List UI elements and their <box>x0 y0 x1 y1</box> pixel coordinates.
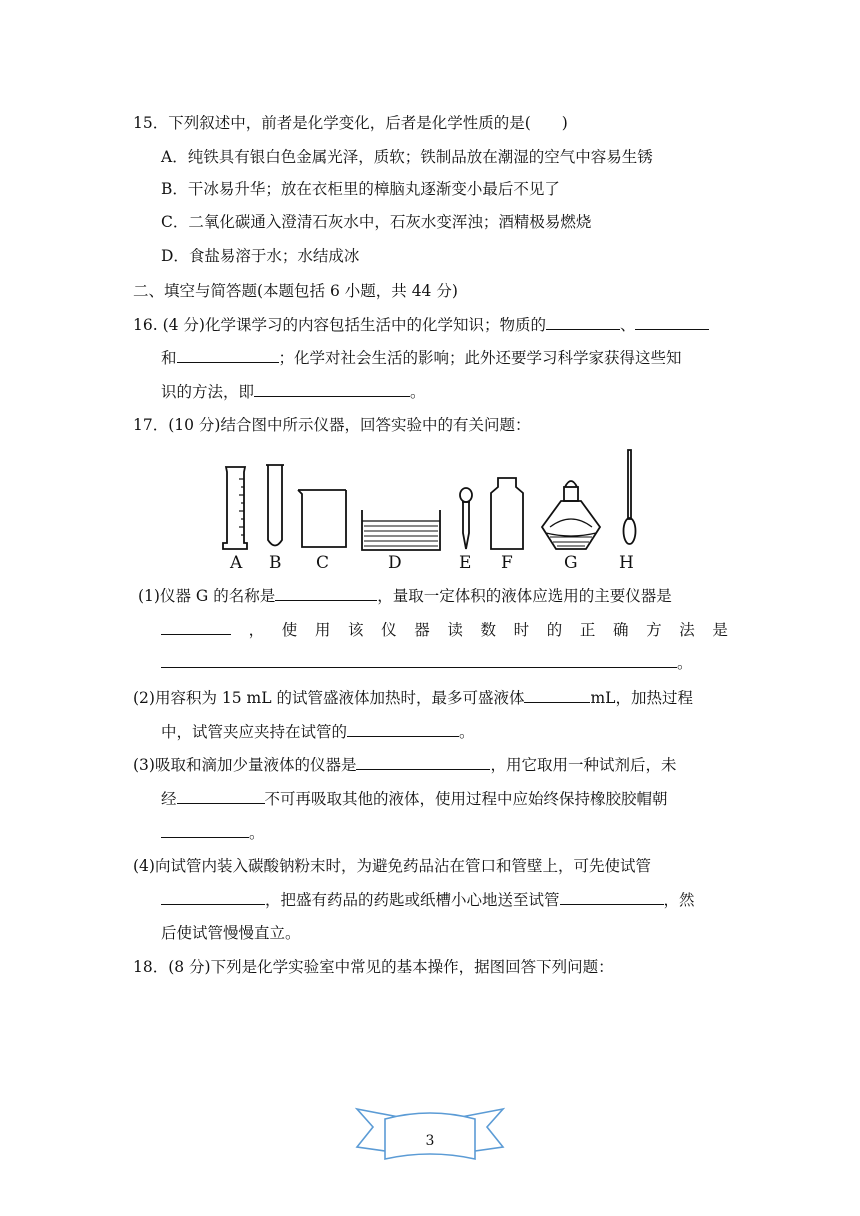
q17-text: 方 <box>646 621 662 639</box>
answer-blank[interactable] <box>254 381 410 397</box>
q17-text: (3)吸取和滴加少量液体的仪器是 <box>133 756 357 774</box>
alcohol-lamp-icon <box>542 481 600 549</box>
q16-line-1 <box>133 314 709 336</box>
answer-blank[interactable] <box>635 314 709 330</box>
q17-3-line-2 <box>161 788 668 810</box>
instrument-label-f: F <box>501 553 513 573</box>
q17-text: mL，加热过程 <box>590 689 693 707</box>
q17-text: ， <box>248 621 265 639</box>
q16-text: ；化学对社会生活的影响；此外还要学习科学家获得这些知 <box>278 349 682 367</box>
instrument-label-e: E <box>459 553 472 573</box>
beaker-icon <box>298 490 346 547</box>
answer-blank[interactable] <box>177 347 279 363</box>
instrument-label-b: B <box>269 553 282 573</box>
answer-blank[interactable] <box>161 822 249 838</box>
q15-option-b: B．干冰易升华；放在衣柜里的樟脑丸逐渐变小最后不见了 <box>161 180 560 198</box>
q17-1-line-1 <box>138 585 672 607</box>
answer-blank[interactable] <box>560 889 664 905</box>
q17-text: 使 <box>281 621 298 639</box>
water-trough-icon <box>362 510 440 550</box>
q17-text: 正 <box>579 621 596 639</box>
answer-blank[interactable] <box>161 652 677 668</box>
q17-4-line-2 <box>161 889 695 911</box>
q17-text: 不可再吸取其他的液体，使用过程中应始终保持橡胶胶帽朝 <box>264 790 668 808</box>
q17-text: (2)用容积为 15 mL 的试管盛液体加热时，最多可盛液体 <box>133 689 525 707</box>
q17-text: 器 <box>414 621 430 639</box>
q15-option-c: C．二氧化碳通入澄清石灰水中，石灰水变浑浊；酒精极易燃烧 <box>161 213 592 231</box>
q16-line-3 <box>161 381 426 403</box>
q17-text: 经 <box>161 790 177 808</box>
q17-text: 读 <box>447 621 463 639</box>
page-number: 3 <box>425 1133 435 1149</box>
q17-text: 是 <box>712 621 728 639</box>
page-footer <box>355 1103 505 1167</box>
q17-text: (1)仪器 G 的名称是 <box>138 587 276 605</box>
instrument-label-d: D <box>388 553 402 573</box>
answer-blank[interactable] <box>347 721 459 737</box>
answer-blank[interactable] <box>356 754 490 770</box>
q18-stem: 18．(8 分)下列是化学实验室中常见的基本操作，据图回答下列问题： <box>133 958 614 976</box>
answer-blank[interactable] <box>546 314 620 330</box>
q16-text: 识的方法，即 <box>161 383 255 401</box>
q16-text: 16. (4 分)化学课学习的内容包括生活中的化学知识；物质的 <box>133 316 546 334</box>
instrument-label-c: C <box>316 553 330 573</box>
q17-text: 时 <box>513 621 530 639</box>
dropper-icon <box>460 488 472 549</box>
q17-4-line-3: 后使试管慢慢直立。 <box>161 924 301 942</box>
q17-text: ，然 <box>663 891 695 909</box>
q17-text: ，把盛有药品的药匙或纸槽小心地送至试管 <box>265 891 560 909</box>
q17-text: 。 <box>677 654 693 672</box>
graduated-cylinder-icon <box>223 467 247 549</box>
q17-text: 中，试管夹应夹持在试管的 <box>161 723 348 741</box>
q17-text: 用 <box>314 621 331 639</box>
answer-blank[interactable] <box>161 889 265 905</box>
instrument-label-g: G <box>564 553 578 573</box>
test-tube-icon <box>266 465 284 546</box>
q15-option-a: A．纯铁具有银白色金属光泽，质软；铁制品放在潮湿的空气中容易生锈 <box>161 148 653 166</box>
q17-text: 。 <box>459 723 475 741</box>
answer-blank[interactable] <box>177 788 265 804</box>
instrument-label-h: H <box>619 553 634 573</box>
q17-text: ，量取一定体积的液体应选用的主要仪器是 <box>377 587 672 605</box>
q17-stem: 17．(10 分)结合图中所示仪器，回答实验中的有关问题： <box>133 416 531 434</box>
q16-text: 和 <box>161 349 177 367</box>
q17-3-line-3 <box>161 822 265 844</box>
medicine-spoon-icon <box>624 450 636 544</box>
q17-text: ，用它取用一种试剂后，未 <box>490 756 677 774</box>
answer-blank[interactable] <box>161 619 231 635</box>
answer-blank[interactable] <box>524 687 590 703</box>
q17-2-line-1 <box>133 687 693 709</box>
reagent-bottle-icon <box>491 478 523 549</box>
q15-option-d: D．食盐易溶于水；水结成冰 <box>161 247 360 265</box>
q17-text: 确 <box>612 621 629 639</box>
q16-text: 、 <box>619 316 636 334</box>
answer-blank[interactable] <box>275 585 377 601</box>
q17-text: 。 <box>249 824 265 842</box>
q17-3-line-1 <box>133 754 676 776</box>
q17-text: 法 <box>679 621 695 639</box>
q17-1-line-3 <box>161 652 693 674</box>
q15-stem: 15．下列叙述中，前者是化学变化，后者是化学性质的是( ) <box>133 114 568 132</box>
q16-line-2 <box>161 347 682 369</box>
q17-text: 的 <box>546 621 563 639</box>
q17-text: 该 <box>347 621 364 639</box>
q17-text: 数 <box>480 621 496 639</box>
q17-4-line-1: (4)向试管内装入碳酸钠粉末时，为避免药品沾在管口和管壁上，可先使试管 <box>133 857 651 875</box>
section-title: 二、填空与简答题(本题包括 6 小题，共 44 分) <box>133 282 458 300</box>
q16-text: 。 <box>410 383 426 401</box>
q17-2-line-2 <box>161 721 475 743</box>
q17-1-line-2 <box>161 619 728 641</box>
liquid-hatch <box>364 526 438 546</box>
q17-text: 仪 <box>381 621 397 639</box>
instrument-label-a: A <box>230 553 243 573</box>
